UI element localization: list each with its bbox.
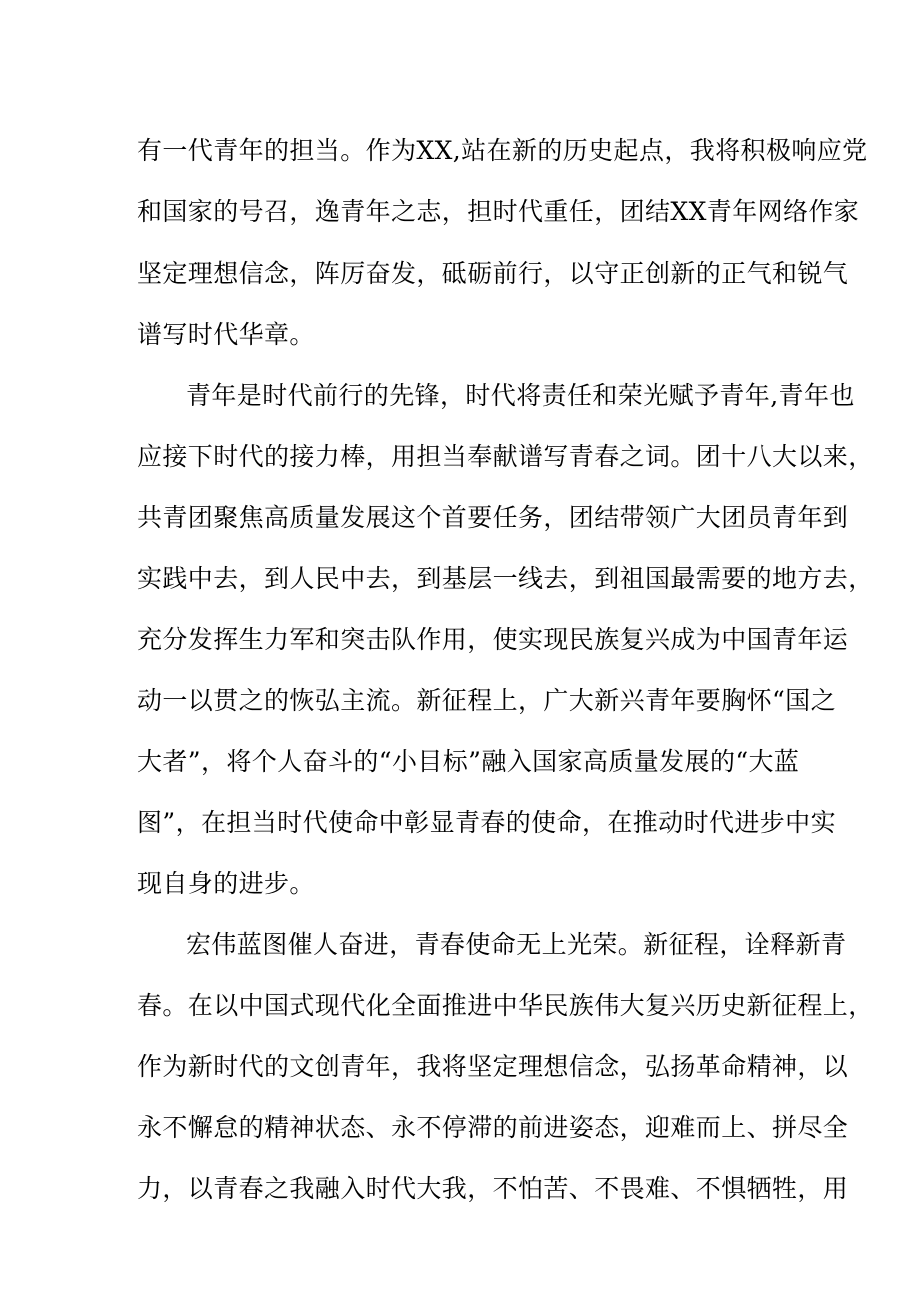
paragraph-2-line-6: 动一以贯之的恢弘主流。新征程上，广大新兴青年要胸怀“国之 [137,686,836,715]
paragraph-1-line-2: 和国家的号召，逸青年之志，担时代重任，团结XX青年网络作家 [137,197,860,226]
paragraph-1-line-3: 坚定理想信念，阵厉奋发，砥砺前行，以守正创新的正气和锐气 [137,259,849,288]
paragraph-1-line-4: 谱写时代华章。 [137,320,315,349]
paragraph-2-line-3: 共青团聚焦高质量发展这个首要任务，团结带领广大团员青年到 [137,503,849,532]
paragraph-2-line-9: 现自身的进步。 [137,869,315,898]
paragraph-2-line-8: 图”，在担当时代使命中彰显青春的使命，在推动时代进步中实 [137,808,836,837]
paragraph-3-line-1: 宏伟蓝图催人奋进，青春使命无上光荣。新征程，诠释新青 [186,930,847,959]
paragraph-3-line-5: 力，以青春之我融入时代大我，不怕苦、不畏难、不惧牺牲，用 [137,1174,849,1203]
paragraph-2-line-1: 青年是时代前行的先锋，时代将责任和荣光赋予青年,青年也 [186,381,855,410]
paragraph-3-line-4: 永不懈怠的精神状态、永不停滞的前进姿态，迎难而上、拼尽全 [137,1113,849,1142]
paragraph-3-line-2: 春。在以中国式现代化全面推进中华民族伟大复兴历史新征程上， [137,991,874,1020]
paragraph-2-line-4: 实践中去，到人民中去，到基层一线去，到祖国最需要的地方去， [137,564,874,593]
paragraph-2-line-5: 充分发挥生力军和突击队作用，使实现民族复兴成为中国青年运 [137,625,849,654]
paragraph-1-line-1: 有一代青年的担当。作为XX,站在新的历史起点，我将积极响应党 [137,136,868,165]
paragraph-2-line-7: 大者”，将个人奋斗的“小目标”融入国家高质量发展的“大蓝 [137,747,800,776]
paragraph-2-line-2: 应接下时代的接力棒，用担当奉献谱写青春之词。团十八大以来， [137,442,874,471]
paragraph-3-line-3: 作为新时代的文创青年，我将坚定理想信念，弘扬革命精神，以 [137,1052,849,1081]
